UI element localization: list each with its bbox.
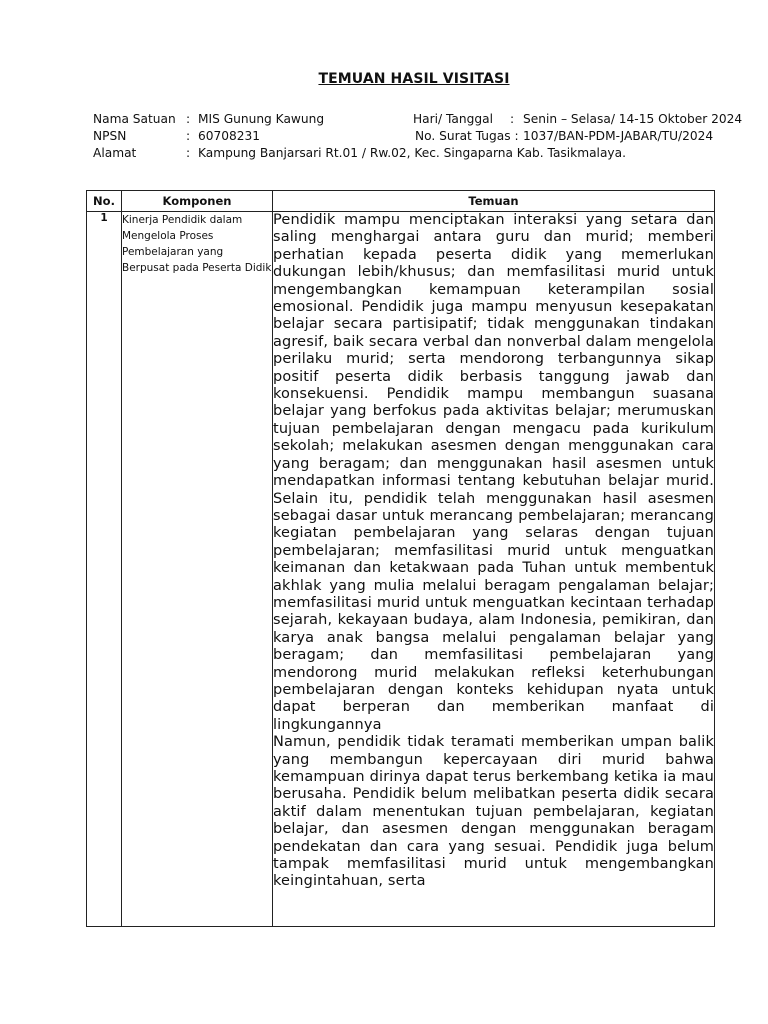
row-komponen: Kinerja Pendidik dalam Mengelola Proses Pembelajaran yang Berpusat pada Peserta Didik [122, 212, 273, 927]
temuan-text-area [273, 212, 714, 926]
alamat-value: Kampung Banjarsari Rt.01 / Rw.02, Kec. Singaparna Kab. Tasikmalaya. [198, 146, 626, 160]
surat-tugas-label: No. Surat Tugas : [415, 129, 519, 143]
npsn-colon: : [186, 129, 191, 143]
findings-table [86, 190, 715, 927]
row-temuan [273, 212, 715, 927]
temuan-paragraph-1: Pendidik mampu menciptakan interaksi yang setara dan saling menghargai antara guru dan murid; memberi perhatian kepada peserta didik yang memerlukan dukungan lebih/khusus; dan memfasilitasi murid untuk mengembangkan kemampuan keterampilan sosial emosional. Pendidik juga mampu menyusun kesepakatan belajar secara partisipatif; tidak menggunakan tindakan agresif, baik secara verbal dan nonverbal dalam mengelola perilaku murid; serta mendorong terbangunnya sikap positif peserta didik berbasis tanggung jawab dan konsekuensi. Pendidik mampu membangun suasana belajar yang berfokus pada aktivitas belajar; merumuskan tujuan pembelajaran dengan mengacu pada kurikulum sekolah; melakukan asesmen dengan menggunakan cara yang beragam; dan menggunakan hasil asesmen untuk mendapatkan informasi tentang kebutuhan belajar murid. Selain itu, pendidik telah menggunakan hasil asesmen sebagai dasar untuk merancang pembelajaran; merancang kegiatan pembelajaran yang selaras dengan tujuan pembelajaran; memfasilitasi murid untuk menguatkan keimanan dan ketakwaan pada Tuhan untuk membentuk akhlak yang mulia melalui beragam pengalaman belajar; memfasilitasi murid untuk menguatkan kecintaan terhadap sejarah, kekayaan budaya, alam Indonesia, pemikiran, dan karya anak bangsa melalui pengalaman belajar yang beragam; dan memfasilitasi pembelajaran yang mendorong murid melakukan refleksi keterhubungan pembelajaran dengan konteks kehidupan nyata untuk dapat berperan dan memberikan manfaat di lingkungannya [273, 212, 714, 733]
nama-satuan-label: Nama Satuan [93, 112, 176, 126]
nama-satuan-value: MIS Gunung Kawung [198, 112, 325, 126]
row-number: 1 [87, 212, 122, 927]
document-title: TEMUAN HASIL VISITASI [318, 71, 510, 87]
hari-tanggal-label: Hari/ Tanggal [413, 112, 493, 126]
header-no: No. [87, 191, 122, 212]
surat-tugas-value: 1037/BAN-PDM-JABAR/TU/2024 [523, 129, 714, 143]
alamat-label: Alamat [93, 146, 137, 160]
table-row [87, 212, 715, 927]
nama-satuan-colon: : [186, 112, 191, 126]
npsn-value: 60708231 [198, 129, 261, 143]
npsn-label: NPSN [93, 129, 127, 143]
table-header-row [87, 191, 715, 212]
hari-tanggal-colon: : [510, 112, 515, 126]
hari-tanggal-value: Senin – Selasa/ 14-15 Oktober 2024 [523, 112, 743, 126]
header-komponen: Komponen [122, 191, 273, 212]
alamat-colon: : [186, 146, 191, 160]
temuan-paragraph-2: Namun, pendidik tidak teramati memberikan umpan balik yang membangun kepercayaan diri murid bahwa kemampuan dirinya dapat terus berkembang ketika ia mau berusaha. Pendidik belum melibatkan peserta didik secara aktif dalam menentukan tujuan pembelajaran, kegiatan belajar, dan asesmen dengan menggunakan beragam pendekatan dan cara yang sesuai. Pendidik juga belum tampak memfasilitasi murid untuk mengembangkan keingintahuan, serta [273, 734, 714, 890]
header-temuan: Temuan [273, 191, 715, 212]
